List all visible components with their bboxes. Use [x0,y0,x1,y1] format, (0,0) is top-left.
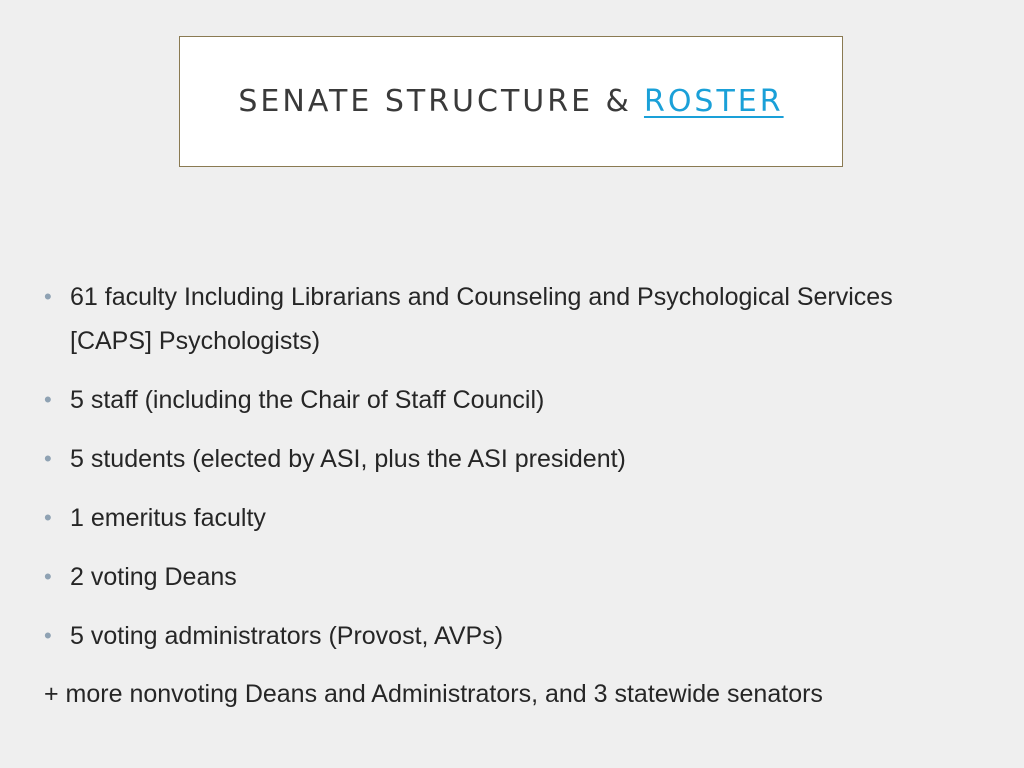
bullet-icon: • [44,446,52,471]
title-text: SENATE STRUCTURE & [238,84,632,119]
list-item [44,437,944,481]
bullet-icon: • [44,505,52,530]
slide-title [238,84,783,119]
bullet-text: 61 faculty Including Librarians and Counseling and Psychological Services [CAPS] Psychologists) [70,283,893,355]
bullet-text: 5 voting administrators (Provost, AVPs) [70,622,504,650]
list-item [44,378,944,422]
bullet-text: 2 voting Deans [70,563,237,591]
list-item [44,614,944,658]
bullet-icon: • [44,623,52,648]
bullet-icon: • [44,387,52,412]
list-item [44,555,944,599]
bullet-text: 1 emeritus faculty [70,504,266,532]
bullet-icon: • [44,284,52,309]
roster-link[interactable]: ROSTER [643,84,784,119]
bullet-icon: • [44,564,52,589]
bullet-text: 5 staff (including the Chair of Staff Council) [70,386,545,414]
bullet-list [44,275,944,673]
title-box [179,36,843,167]
bullet-text: 5 students (elected by ASI, plus the ASI president) [70,445,626,473]
list-item [44,496,944,540]
footer-note: + more nonvoting Deans and Administrators, and 3 statewide senators [44,680,823,708]
list-item [44,275,944,363]
